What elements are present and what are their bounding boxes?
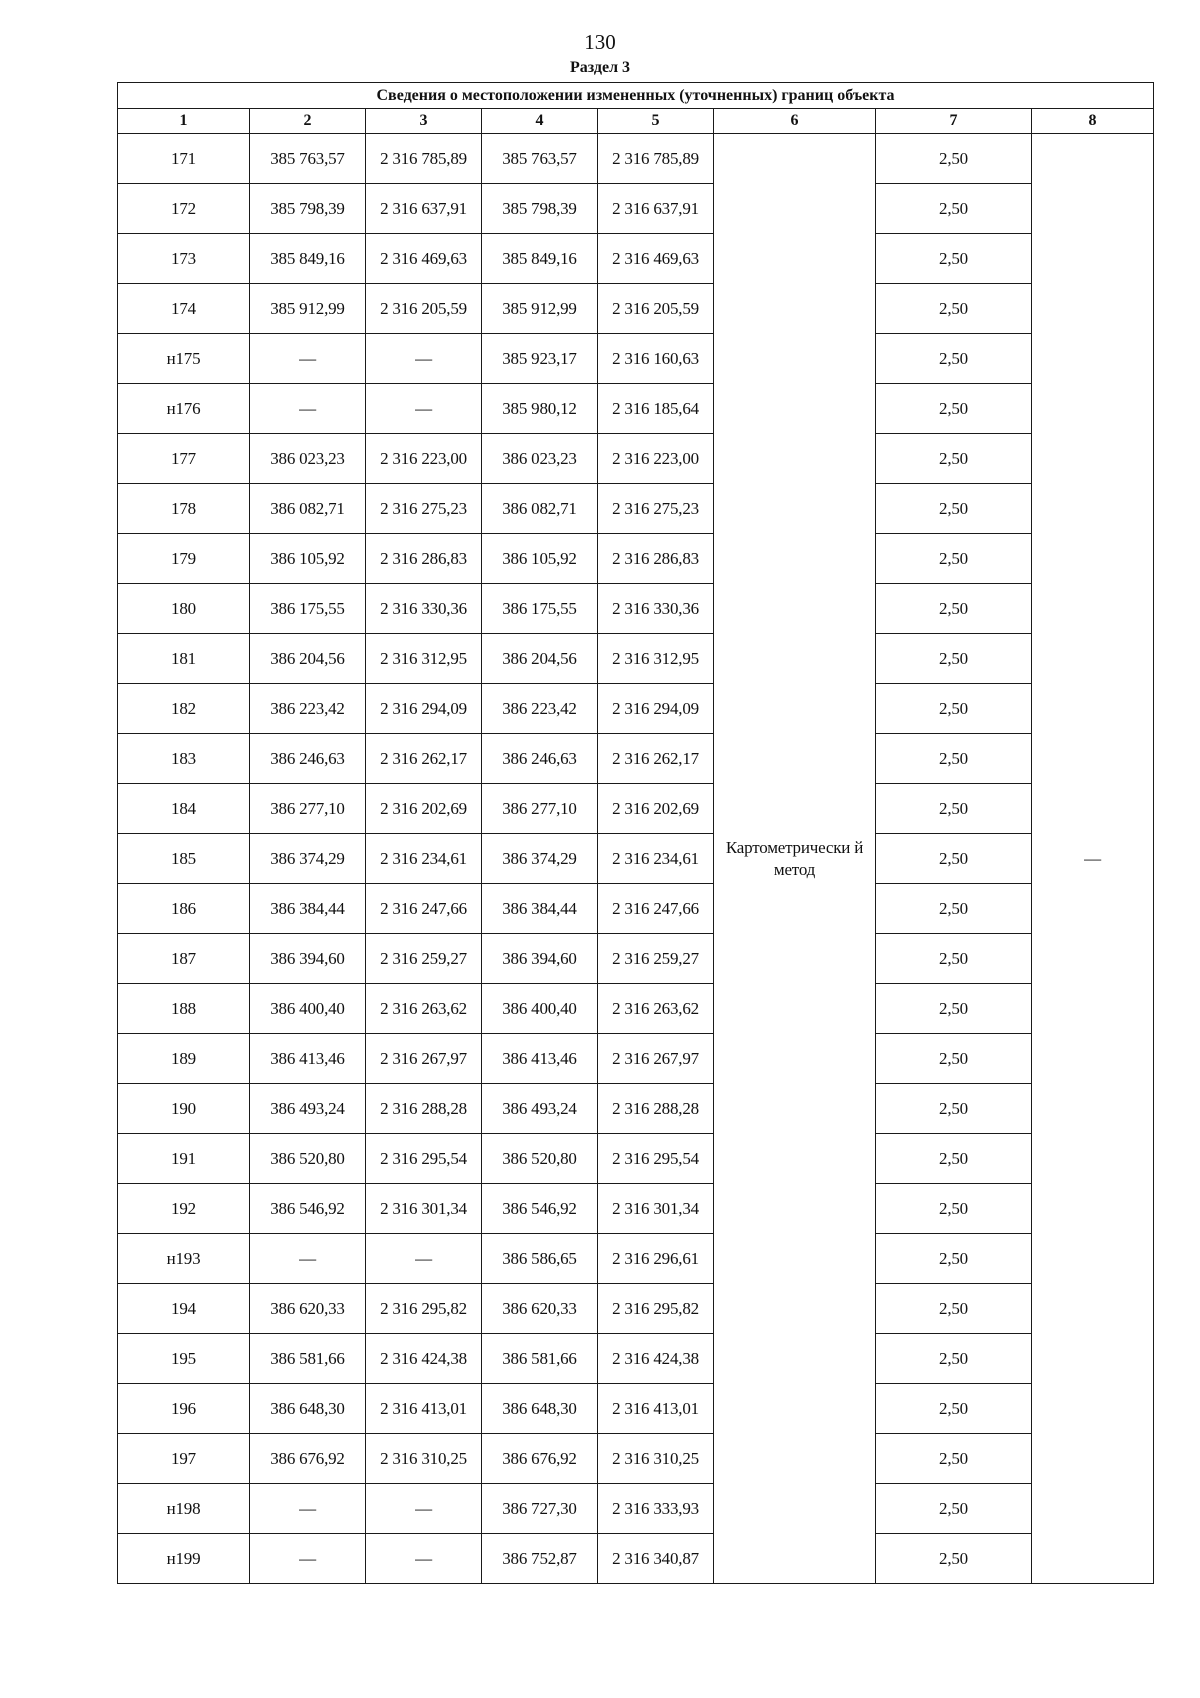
y-new-cell: 2 316 295,82 [598, 1284, 714, 1334]
point-cell: 191 [118, 1134, 250, 1184]
x-new-cell: 386 105,92 [482, 534, 598, 584]
x-old-cell: 386 648,30 [250, 1384, 366, 1434]
accuracy-cell: 2,50 [876, 934, 1032, 984]
point-cell: 183 [118, 734, 250, 784]
point-cell: 177 [118, 434, 250, 484]
x-new-cell: 386 413,46 [482, 1034, 598, 1084]
y-old-cell: 2 316 205,59 [366, 284, 482, 334]
table-row [118, 134, 1154, 184]
y-old-cell: 2 316 294,09 [366, 684, 482, 734]
y-new-cell: 2 316 160,63 [598, 334, 714, 384]
table-row [118, 1184, 1154, 1234]
x-new-cell: 386 493,24 [482, 1084, 598, 1134]
y-old-cell: 2 316 275,23 [366, 484, 482, 534]
y-old-cell: — [366, 334, 482, 384]
y-new-cell: 2 316 637,91 [598, 184, 714, 234]
accuracy-cell: 2,50 [876, 1334, 1032, 1384]
y-new-cell: 2 316 288,28 [598, 1084, 714, 1134]
accuracy-cell: 2,50 [876, 584, 1032, 634]
point-cell: 179 [118, 534, 250, 584]
x-old-cell: 386 223,42 [250, 684, 366, 734]
y-new-cell: 2 316 785,89 [598, 134, 714, 184]
point-cell: 186 [118, 884, 250, 934]
y-old-cell: 2 316 330,36 [366, 584, 482, 634]
x-old-cell: 386 394,60 [250, 934, 366, 984]
accuracy-cell: 2,50 [876, 184, 1032, 234]
x-old-cell: 386 546,92 [250, 1184, 366, 1234]
x-old-cell: 386 374,29 [250, 834, 366, 884]
x-old-cell: 386 204,56 [250, 634, 366, 684]
y-new-cell: 2 316 205,59 [598, 284, 714, 334]
point-cell: 173 [118, 234, 250, 284]
accuracy-cell: 2,50 [876, 1434, 1032, 1484]
y-old-cell: 2 316 301,34 [366, 1184, 482, 1234]
y-new-cell: 2 316 296,61 [598, 1234, 714, 1284]
table-caption: Сведения о местоположении измененных (уточненных) границ объекта [118, 83, 1154, 109]
x-new-cell: 386 546,92 [482, 1184, 598, 1234]
x-old-cell: 386 413,46 [250, 1034, 366, 1084]
page-number: 130 [584, 30, 616, 54]
table-row [118, 1034, 1154, 1084]
x-old-cell: 385 798,39 [250, 184, 366, 234]
x-new-cell: 386 204,56 [482, 634, 598, 684]
y-new-cell: 2 316 223,00 [598, 434, 714, 484]
point-cell: 190 [118, 1084, 250, 1134]
column-number-2: 2 [250, 109, 366, 134]
table-row [118, 234, 1154, 284]
point-cell: 187 [118, 934, 250, 984]
y-new-cell: 2 316 330,36 [598, 584, 714, 634]
accuracy-cell: 2,50 [876, 484, 1032, 534]
x-old-cell: 386 023,23 [250, 434, 366, 484]
y-new-cell: 2 316 294,09 [598, 684, 714, 734]
x-old-cell: 386 581,66 [250, 1334, 366, 1384]
x-old-cell: 385 763,57 [250, 134, 366, 184]
accuracy-cell: 2,50 [876, 1184, 1032, 1234]
x-new-cell: 386 277,10 [482, 784, 598, 834]
accuracy-cell: 2,50 [876, 284, 1032, 334]
point-cell: 189 [118, 1034, 250, 1084]
y-new-cell: 2 316 310,25 [598, 1434, 714, 1484]
point-cell: 180 [118, 584, 250, 634]
point-cell: 194 [118, 1284, 250, 1334]
y-new-cell: 2 316 259,27 [598, 934, 714, 984]
x-new-cell: 386 586,65 [482, 1234, 598, 1284]
x-new-cell: 386 400,40 [482, 984, 598, 1034]
table-row [118, 1334, 1154, 1384]
table-row [118, 1134, 1154, 1184]
y-new-cell: 2 316 267,97 [598, 1034, 714, 1084]
x-new-cell: 386 520,80 [482, 1134, 598, 1184]
x-old-cell: 386 246,63 [250, 734, 366, 784]
y-old-cell: 2 316 262,17 [366, 734, 482, 784]
accuracy-cell: 2,50 [876, 384, 1032, 434]
table-row [118, 1484, 1154, 1534]
accuracy-cell: 2,50 [876, 1134, 1032, 1184]
point-cell: 196 [118, 1384, 250, 1434]
table-row [118, 534, 1154, 584]
point-cell: н199 [118, 1534, 250, 1584]
y-new-cell: 2 316 262,17 [598, 734, 714, 784]
table-body [118, 134, 1154, 1584]
column-number-1: 1 [118, 109, 250, 134]
x-new-cell: 386 023,23 [482, 434, 598, 484]
x-new-cell: 386 384,44 [482, 884, 598, 934]
column-number-7: 7 [876, 109, 1032, 134]
accuracy-cell: 2,50 [876, 634, 1032, 684]
y-old-cell: 2 316 288,28 [366, 1084, 482, 1134]
x-new-cell: 386 175,55 [482, 584, 598, 634]
table-row [118, 384, 1154, 434]
accuracy-cell: 2,50 [876, 884, 1032, 934]
x-old-cell: 385 849,16 [250, 234, 366, 284]
point-cell: 184 [118, 784, 250, 834]
table-row [118, 984, 1154, 1034]
y-new-cell: 2 316 286,83 [598, 534, 714, 584]
y-old-cell: 2 316 295,54 [366, 1134, 482, 1184]
column-number-6: 6 [714, 109, 876, 134]
column-number-4: 4 [482, 109, 598, 134]
x-old-cell: 386 620,33 [250, 1284, 366, 1334]
point-cell: н175 [118, 334, 250, 384]
table-row [118, 1084, 1154, 1134]
y-old-cell: 2 316 267,97 [366, 1034, 482, 1084]
x-old-cell: 386 082,71 [250, 484, 366, 534]
accuracy-cell: 2,50 [876, 1034, 1032, 1084]
y-old-cell: 2 316 234,61 [366, 834, 482, 884]
accuracy-cell: 2,50 [876, 1284, 1032, 1334]
y-old-cell: 2 316 637,91 [366, 184, 482, 234]
y-new-cell: 2 316 333,93 [598, 1484, 714, 1534]
table-row [118, 684, 1154, 734]
x-new-cell: 386 620,33 [482, 1284, 598, 1334]
x-new-cell: 385 923,17 [482, 334, 598, 384]
coordinates-table [117, 82, 1154, 1584]
y-old-cell: 2 316 312,95 [366, 634, 482, 684]
x-new-cell: 386 648,30 [482, 1384, 598, 1434]
y-old-cell: — [366, 1484, 482, 1534]
x-new-cell: 386 752,87 [482, 1534, 598, 1584]
point-cell: 174 [118, 284, 250, 334]
table-row [118, 1234, 1154, 1284]
table-row [118, 334, 1154, 384]
x-old-cell: — [250, 334, 366, 384]
accuracy-cell: 2,50 [876, 434, 1032, 484]
table-row [118, 734, 1154, 784]
point-cell: 188 [118, 984, 250, 1034]
x-new-cell: 385 980,12 [482, 384, 598, 434]
table-row [118, 634, 1154, 684]
y-old-cell: — [366, 1534, 482, 1584]
x-new-cell: 385 763,57 [482, 134, 598, 184]
table-row [118, 434, 1154, 484]
accuracy-cell: 2,50 [876, 1084, 1032, 1134]
x-old-cell: — [250, 384, 366, 434]
x-old-cell: 386 520,80 [250, 1134, 366, 1184]
accuracy-cell: 2,50 [876, 834, 1032, 884]
x-new-cell: 386 246,63 [482, 734, 598, 784]
x-new-cell: 385 849,16 [482, 234, 598, 284]
point-cell: 192 [118, 1184, 250, 1234]
x-new-cell: 385 912,99 [482, 284, 598, 334]
y-old-cell: 2 316 424,38 [366, 1334, 482, 1384]
point-cell: 181 [118, 634, 250, 684]
table-row [118, 1434, 1154, 1484]
y-new-cell: 2 316 202,69 [598, 784, 714, 834]
accuracy-cell: 2,50 [876, 684, 1032, 734]
y-old-cell: 2 316 202,69 [366, 784, 482, 834]
x-old-cell: 386 175,55 [250, 584, 366, 634]
column8-cell: — [1032, 134, 1154, 1584]
accuracy-cell: 2,50 [876, 334, 1032, 384]
table-row [118, 184, 1154, 234]
x-new-cell: 386 676,92 [482, 1434, 598, 1484]
point-cell: 185 [118, 834, 250, 884]
point-cell: 178 [118, 484, 250, 534]
y-new-cell: 2 316 424,38 [598, 1334, 714, 1384]
y-new-cell: 2 316 469,63 [598, 234, 714, 284]
column-number-8: 8 [1032, 109, 1154, 134]
table-row [118, 1284, 1154, 1334]
table-row [118, 784, 1154, 834]
table-row [118, 934, 1154, 984]
point-cell: 182 [118, 684, 250, 734]
y-old-cell: 2 316 259,27 [366, 934, 482, 984]
y-new-cell: 2 316 312,95 [598, 634, 714, 684]
x-old-cell: 386 400,40 [250, 984, 366, 1034]
y-old-cell: — [366, 384, 482, 434]
table-row [118, 584, 1154, 634]
x-new-cell: 386 727,30 [482, 1484, 598, 1534]
y-new-cell: 2 316 247,66 [598, 884, 714, 934]
x-new-cell: 386 082,71 [482, 484, 598, 534]
y-new-cell: 2 316 295,54 [598, 1134, 714, 1184]
table-row [118, 284, 1154, 334]
y-old-cell: 2 316 286,83 [366, 534, 482, 584]
point-cell: н193 [118, 1234, 250, 1284]
accuracy-cell: 2,50 [876, 134, 1032, 184]
column-number-3: 3 [366, 109, 482, 134]
x-old-cell: — [250, 1484, 366, 1534]
y-new-cell: 2 316 340,87 [598, 1534, 714, 1584]
accuracy-cell: 2,50 [876, 534, 1032, 584]
x-old-cell: 386 277,10 [250, 784, 366, 834]
y-new-cell: 2 316 301,34 [598, 1184, 714, 1234]
x-old-cell: 386 676,92 [250, 1434, 366, 1484]
point-cell: 172 [118, 184, 250, 234]
point-cell: 197 [118, 1434, 250, 1484]
y-old-cell: 2 316 469,63 [366, 234, 482, 284]
y-new-cell: 2 316 234,61 [598, 834, 714, 884]
accuracy-cell: 2,50 [876, 1384, 1032, 1434]
x-old-cell: 386 105,92 [250, 534, 366, 584]
accuracy-cell: 2,50 [876, 1484, 1032, 1534]
point-cell: 171 [118, 134, 250, 184]
table-row [118, 1534, 1154, 1584]
x-old-cell: — [250, 1234, 366, 1284]
method-cell: Картометрически й метод [714, 134, 876, 1584]
x-new-cell: 385 798,39 [482, 184, 598, 234]
x-new-cell: 386 223,42 [482, 684, 598, 734]
accuracy-cell: 2,50 [876, 1534, 1032, 1584]
y-old-cell: 2 316 295,82 [366, 1284, 482, 1334]
x-old-cell: 386 384,44 [250, 884, 366, 934]
column-number-5: 5 [598, 109, 714, 134]
x-old-cell: — [250, 1534, 366, 1584]
accuracy-cell: 2,50 [876, 1234, 1032, 1284]
y-old-cell: 2 316 247,66 [366, 884, 482, 934]
table-row [118, 484, 1154, 534]
x-new-cell: 386 374,29 [482, 834, 598, 884]
y-old-cell: 2 316 310,25 [366, 1434, 482, 1484]
y-old-cell: 2 316 413,01 [366, 1384, 482, 1434]
y-new-cell: 2 316 263,62 [598, 984, 714, 1034]
table-row [118, 834, 1154, 884]
column-number-row [118, 109, 1154, 134]
y-new-cell: 2 316 275,23 [598, 484, 714, 534]
accuracy-cell: 2,50 [876, 734, 1032, 784]
y-old-cell: 2 316 263,62 [366, 984, 482, 1034]
y-old-cell: 2 316 223,00 [366, 434, 482, 484]
accuracy-cell: 2,50 [876, 784, 1032, 834]
table-row [118, 884, 1154, 934]
x-new-cell: 386 581,66 [482, 1334, 598, 1384]
section-title: Раздел 3 [569, 59, 631, 76]
y-new-cell: 2 316 185,64 [598, 384, 714, 434]
accuracy-cell: 2,50 [876, 234, 1032, 284]
x-new-cell: 386 394,60 [482, 934, 598, 984]
x-old-cell: 386 493,24 [250, 1084, 366, 1134]
y-old-cell: — [366, 1234, 482, 1284]
point-cell: н176 [118, 384, 250, 434]
y-old-cell: 2 316 785,89 [366, 134, 482, 184]
point-cell: 195 [118, 1334, 250, 1384]
point-cell: н198 [118, 1484, 250, 1534]
table-row [118, 1384, 1154, 1434]
accuracy-cell: 2,50 [876, 984, 1032, 1034]
x-old-cell: 385 912,99 [250, 284, 366, 334]
y-new-cell: 2 316 413,01 [598, 1384, 714, 1434]
